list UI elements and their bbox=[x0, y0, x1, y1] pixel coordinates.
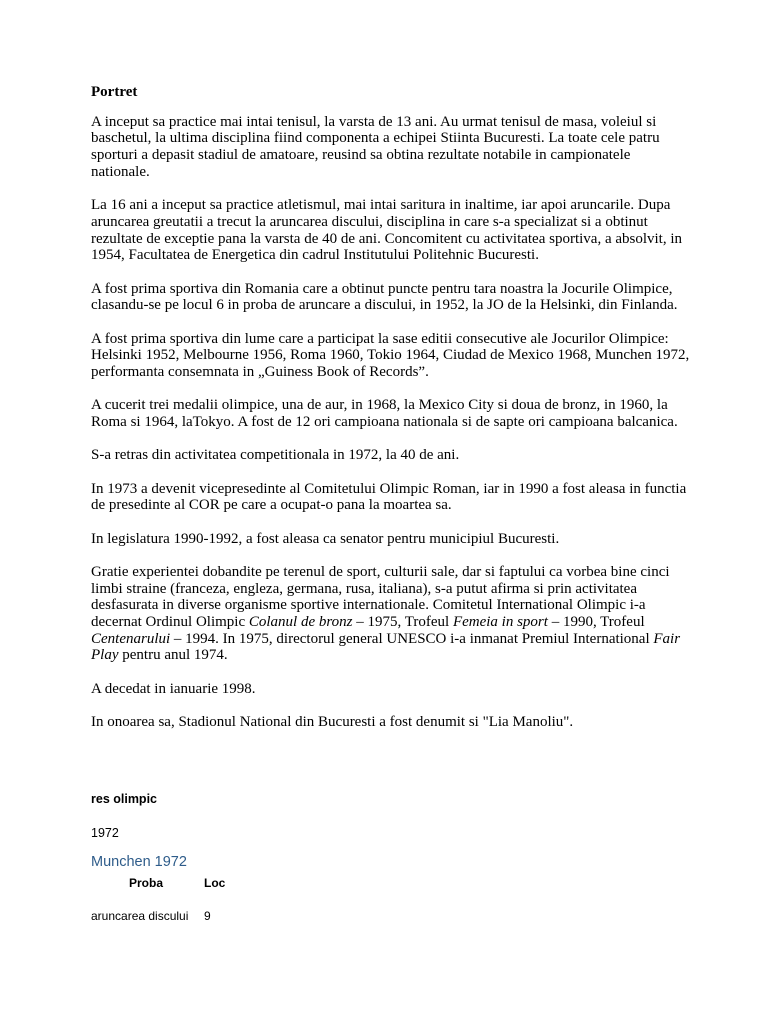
award-centenarului: Centenarului bbox=[91, 630, 171, 647]
column-header-loc: Loc bbox=[204, 876, 226, 890]
paragraph-death: A decedat in ianuarie 1998. bbox=[91, 680, 256, 697]
awards-text-2: – 1975, Trofeul bbox=[352, 613, 453, 630]
awards-text-3: – 1990, Trofeul bbox=[547, 613, 645, 630]
award-colanul-de-bronz: Colanul de bronz bbox=[248, 613, 353, 630]
games-title: Munchen 1972 bbox=[91, 854, 187, 870]
paragraph-senator: In legislatura 1990-1992, a fost aleasa ca senator pentru municipiul Bucuresti. bbox=[91, 530, 560, 547]
paragraph-retirement: S-a retras din activitatea competitionala in 1972, la 40 de ani. bbox=[91, 447, 460, 464]
awards-text-4: – 1994. In 1975, directorul general UNESCO i-a inmanat Premiul International bbox=[170, 630, 654, 647]
awards-text-5: pentru anul 1974. bbox=[118, 647, 228, 664]
results-table bbox=[91, 876, 234, 923]
cell-place: 9 bbox=[204, 909, 211, 923]
paragraph-athletics: La 16 ani a inceput sa practice atletismul, mai intai saritura in inaltime, iar apoi aruncarile. Dupa aruncarea greutatii a trecut la aruncarea discului, disciplina in care s-a specializat si a obtinut rezultate de exceptie pana la varsta de 40 de ani. Concomitent cu activitatea sportiva, a absolvit, in 1954, Facultatea de Energetica din cadrul Institutului Politehnic Bucuresti. bbox=[91, 197, 683, 264]
award-femeia-in-sport: Femeia in sport bbox=[452, 613, 548, 630]
paragraph-awards bbox=[91, 564, 691, 664]
section-heading-portret: Portret bbox=[91, 84, 138, 100]
paragraph-stadium: In onoarea sa, Stadionul National din Bucuresti a fost denumit si "Lia Manoliu". bbox=[91, 713, 574, 730]
document-body bbox=[91, 84, 691, 747]
paragraph-first-points: A fost prima sportiva din Romania care a obtinut puncte pentru tara noastra la Jocurile Olimpice, clasandu-se pe locul 6 in proba de aruncare a discului, in 1952, la JO de la Helsinki, din Finlanda. bbox=[91, 280, 678, 314]
column-header-proba: Proba bbox=[129, 876, 164, 890]
results-year: 1972 bbox=[91, 826, 119, 840]
cell-event: aruncarea discului bbox=[91, 909, 189, 923]
table-header-row bbox=[91, 876, 234, 890]
paragraph-cor: In 1973 a devenit vicepresedinte al Comitetului Olimpic Roman, iar in 1990 a fost aleasa in functia de presedinte al COR pe care a ocupat-o pana la moartea sa. bbox=[91, 480, 687, 514]
awards-text-1: Gratie experientei dobandite pe terenul de sport, culturii sale, dar si faptului ca vorbea bine cinci limbi straine (franceza, engleza, germana, rusa, italiana), s-a putut afirma si prin activitatea desfasurata in diverse organisme sportive internationale. Comitetul International Olimpic i-a decernat Ordinul Olimpic bbox=[91, 563, 670, 630]
award-fair-play: Fair Play bbox=[91, 630, 681, 664]
paragraph-early-sports: A inceput sa practice mai intai tenisul, la varsta de 13 ani. Au urmat tenisul de masa, voleiul si baschetul, la ultima disciplina fiind componenta a echipei Stiinta Bucuresti. La toate cele patru sporturi a depasit stadiul de amatoare, reusind sa obtina rezultate notabile in campionatele nationale. bbox=[91, 113, 660, 180]
paragraph-six-olympics: A fost prima sportiva din lume care a participat la sase editii consecutive ale Jocurilor Olimpice: Helsinki 1952, Melbourne 1956, Roma 1960, Tokio 1964, Ciudad de Mexico 1968, Munchen 1972, performanta consemnata in „Guiness Book of Records”. bbox=[91, 330, 690, 380]
table-row bbox=[91, 890, 234, 923]
paragraph-medals: A cucerit trei medalii olimpice, una de aur, in 1968, la Mexico City si doua de bronz, in 1960, la Roma si 1964, laTokyo. A fost de 12 ori campioana nationala si de sapte ori campioana balcanica. bbox=[91, 397, 678, 430]
results-heading: res olimpic bbox=[91, 792, 157, 806]
